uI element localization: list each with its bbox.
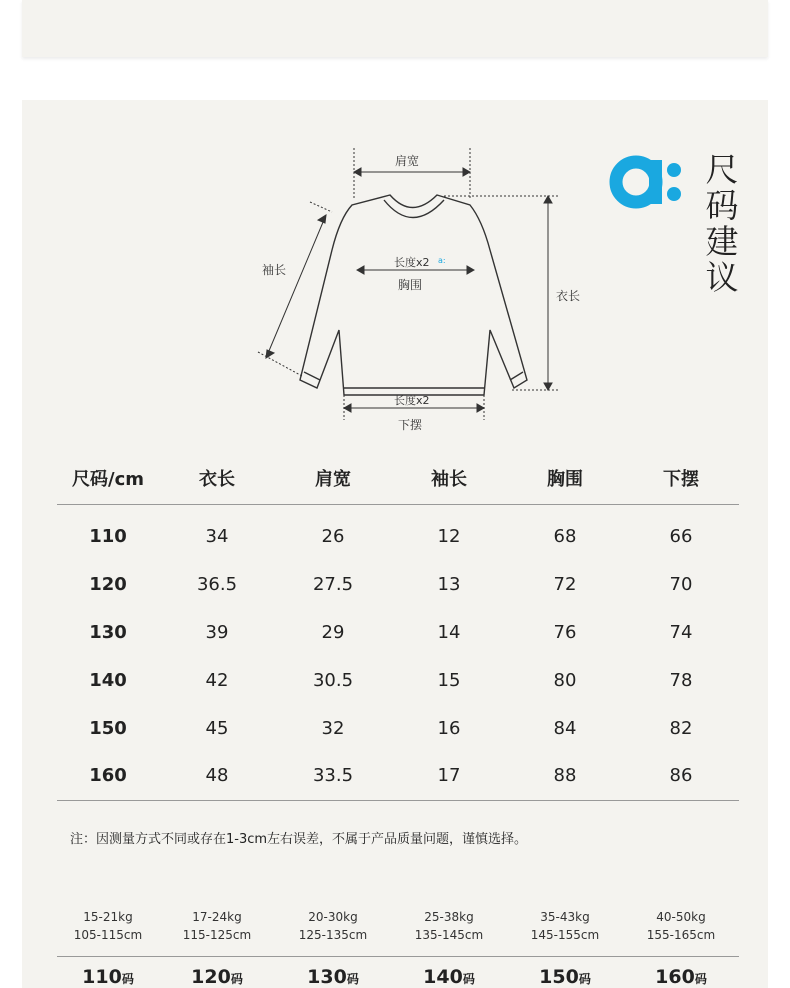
size-label: 120码 [191, 966, 243, 988]
table-row: 150 45 32 16 84 82 [89, 717, 693, 739]
table-row: 140 42 30.5 15 80 78 [89, 669, 693, 691]
chest-note: 长度x2 [394, 256, 430, 269]
measurement-note: 注：因测量方式不同或存在1-3cm左右误差，不属于产品质量问题，谨慎选择。 [70, 832, 528, 847]
header-hem: 下摆 [663, 469, 699, 490]
shirt-logo-mark: a: [438, 256, 446, 265]
hem-note: 长度x2 [394, 394, 430, 407]
recommendation-item: 40-50kg 155-165cm [646, 910, 716, 942]
size-label: 160码 [655, 966, 707, 988]
header-sleeve: 袖长 [431, 469, 467, 490]
size-label: 130码 [307, 966, 359, 988]
brand-logo-icon [608, 154, 684, 210]
table-row: 110 34 26 12 68 66 [89, 526, 693, 548]
recommendation-item: 25-38kg 135-145cm [414, 910, 484, 942]
table-row: 120 36.5 27.5 13 72 70 [89, 574, 693, 596]
size-label: 150码 [539, 966, 591, 988]
recommendation-item: 15-21kg 105-115cm [73, 910, 143, 942]
size-guide-card [22, 100, 768, 988]
recommendation-item: 20-30kg 125-135cm [298, 910, 368, 942]
header-length: 衣长 [199, 469, 235, 490]
shirt-diagram [222, 140, 582, 444]
recommendation-item: 35-43kg 145-155cm [530, 910, 600, 942]
recommendation-ranges [57, 908, 739, 944]
length-label: 衣长 [556, 289, 581, 303]
top-card [22, 0, 768, 57]
hem-label: 下摆 [398, 418, 423, 432]
table-row: 160 48 33.5 17 88 86 [89, 765, 693, 787]
divider [57, 956, 739, 957]
shoulder-label: 肩宽 [395, 154, 420, 168]
header-size: 尺码/cm [72, 469, 144, 490]
size-label: 140码 [423, 966, 475, 988]
table-row: 130 39 29 14 76 74 [89, 621, 693, 643]
recommendation-item: 17-24kg 115-125cm [182, 910, 252, 942]
size-label: 110码 [82, 966, 134, 988]
size-advice-title: 尺 码 建 议 [705, 150, 739, 297]
header-shoulder: 肩宽 [315, 469, 351, 490]
header-chest: 胸围 [547, 469, 583, 490]
sleeve-label: 袖长 [262, 263, 287, 277]
size-table [57, 452, 739, 801]
table-body [57, 505, 739, 801]
chest-label: 胸围 [398, 278, 423, 292]
recommendation-sizes [57, 966, 739, 988]
table-header [57, 452, 739, 505]
